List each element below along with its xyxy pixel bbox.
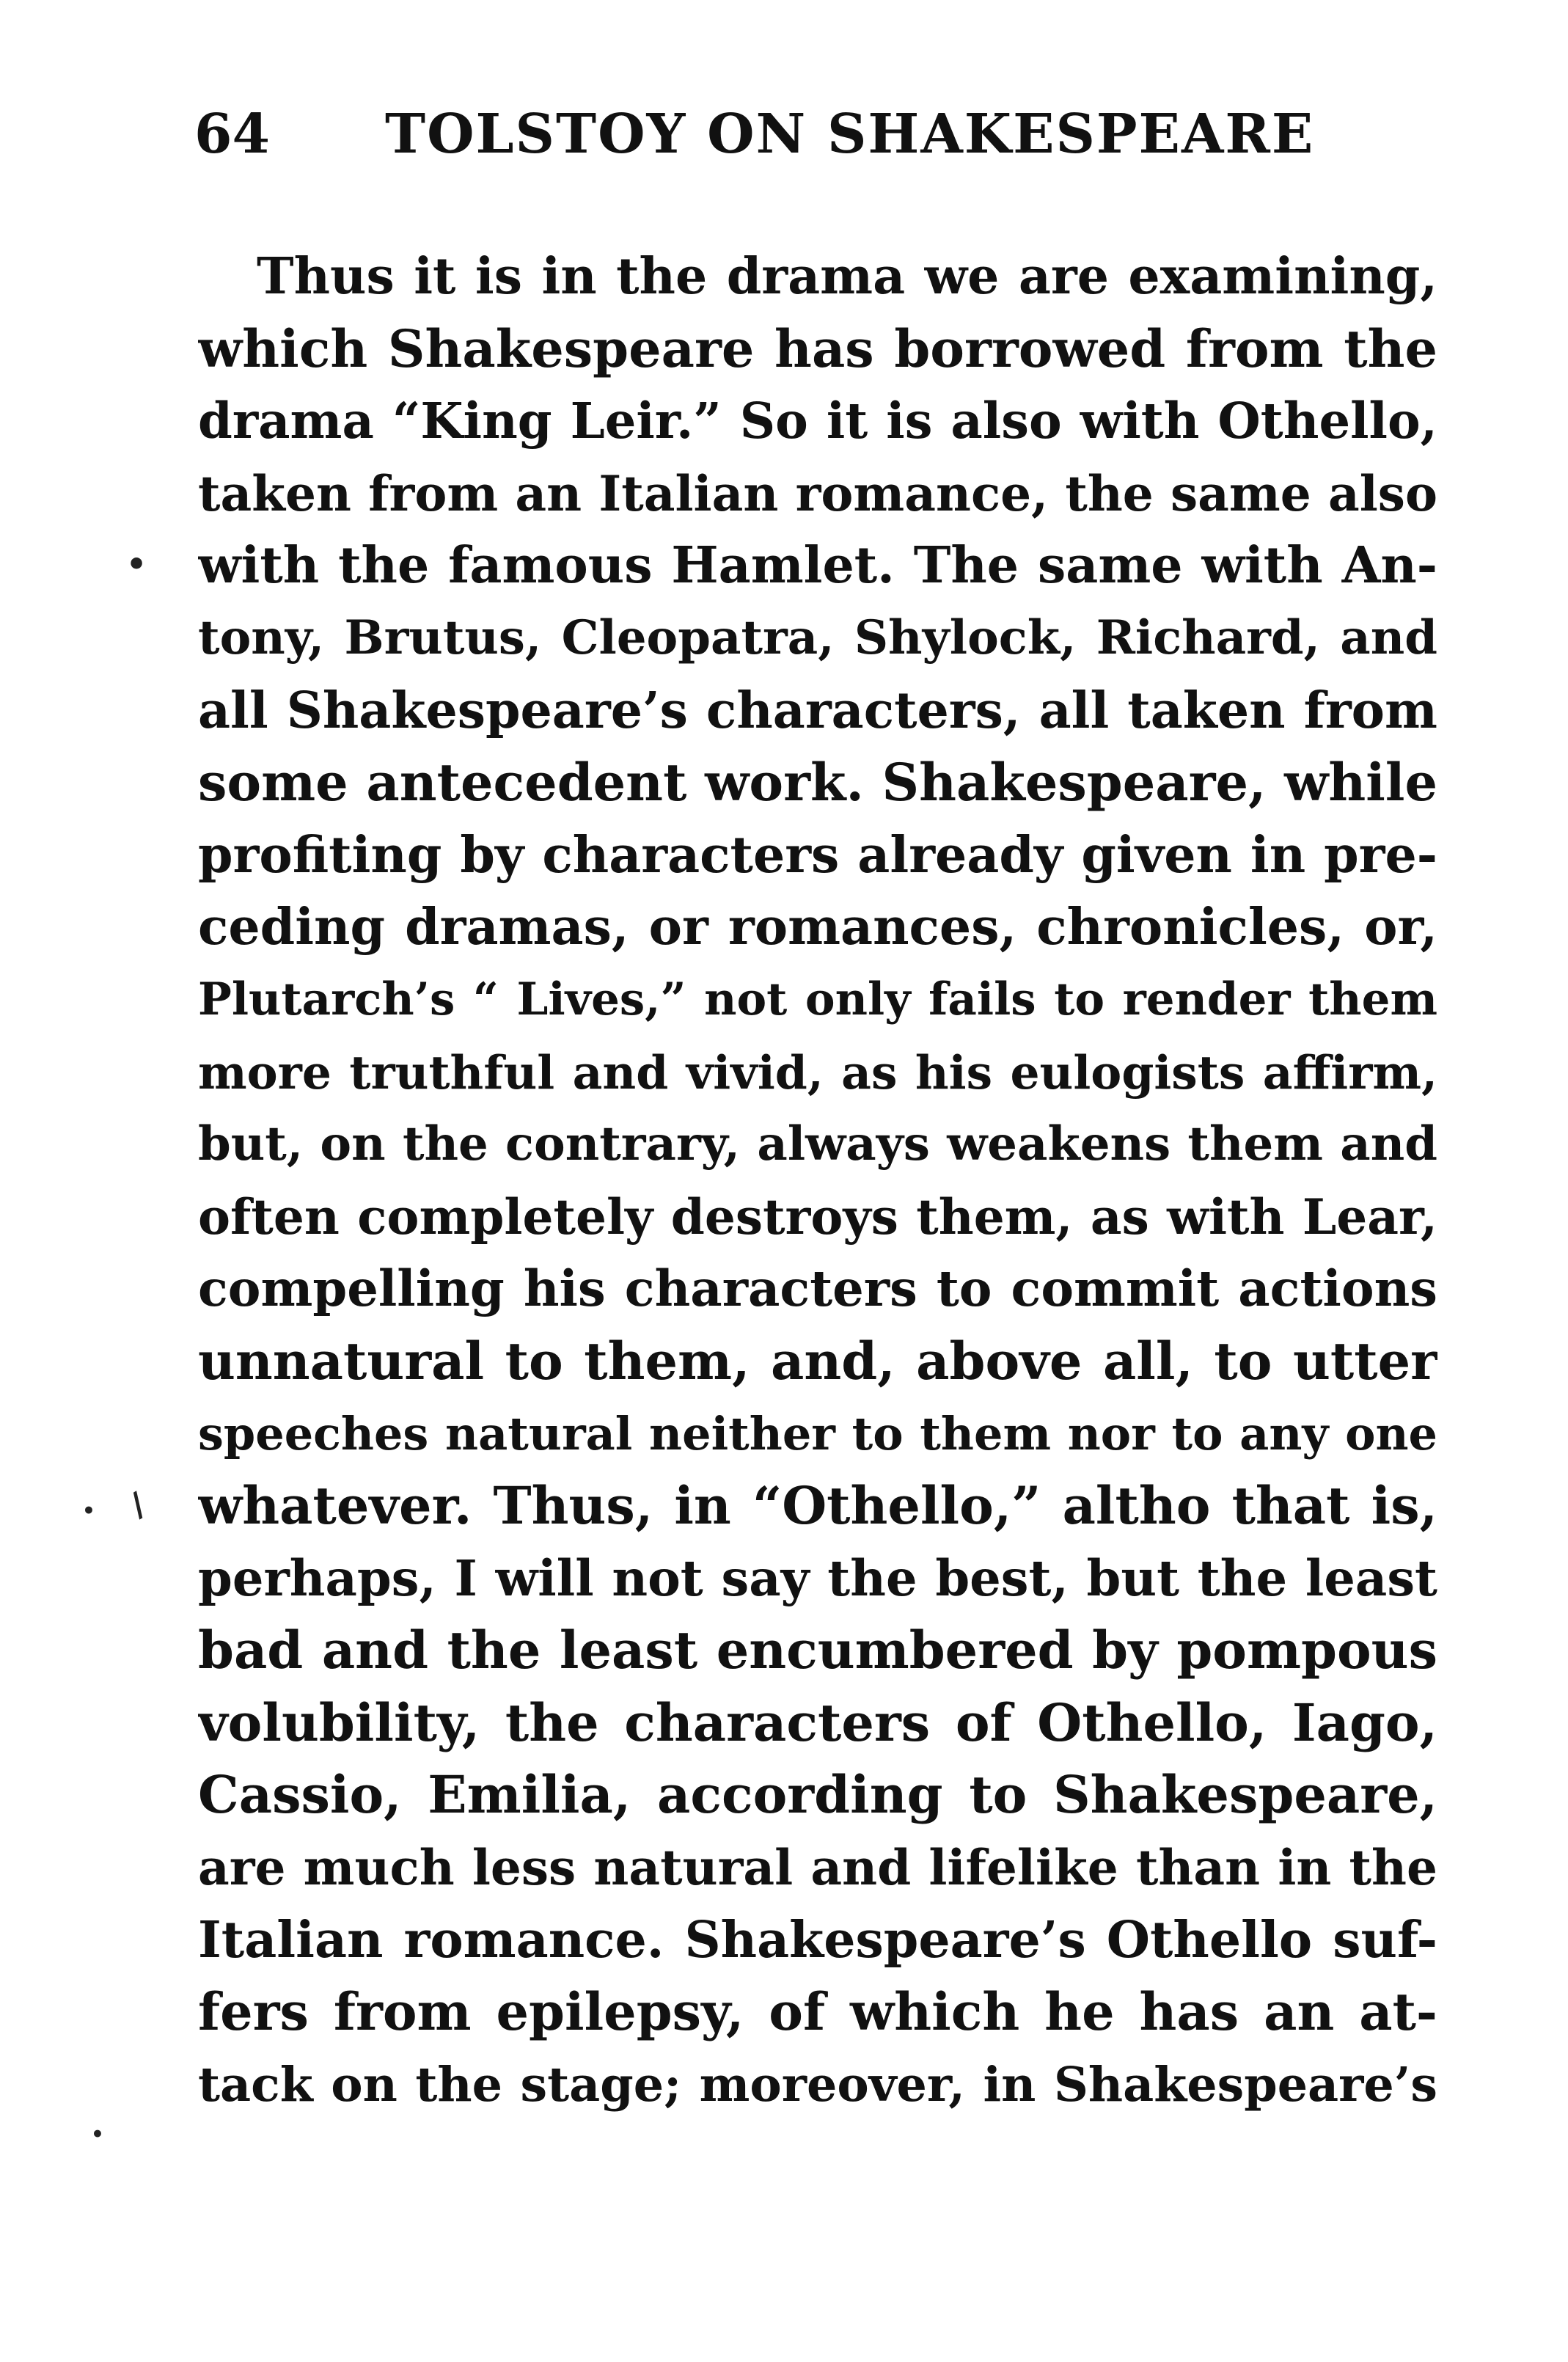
text-line: ceding dramas, or romances, chronicles, or, <box>198 898 1437 957</box>
text-line: with the famous Hamlet. The same with An- <box>198 536 1437 596</box>
text-line: which Shakespeare has borrowed from the <box>198 318 1437 379</box>
text-line: some antecedent work. Shakespeare, while <box>198 752 1437 813</box>
text-line: taken from an Italian romance, the same also <box>198 464 1437 522</box>
margin-speck: • <box>126 546 147 583</box>
text-line: tack on the stage; moreover, in Shakespeare’s <box>198 2056 1437 2113</box>
text-line: compelling his characters to commit actions <box>198 1259 1437 1318</box>
text-line: whatever. Thus, in “Othello,” altho that is, <box>198 1475 1437 1537</box>
running-head <box>194 94 1441 175</box>
text-line: often completely destroys them, as with Lear, <box>198 1188 1437 1246</box>
text-line: all Shakespeare’s characters, all taken from <box>198 681 1437 740</box>
text-line: more truthful and vivid, as his eulogists affirm, <box>198 1045 1437 1100</box>
text-line: Italian romance. Shakespeare’s Othello suf- <box>198 1910 1437 1970</box>
text-line: volubility, the characters of Othello, Iago, <box>198 1692 1437 1753</box>
text-line: tony, Brutus, Cleopatra, Shylock, Richard, and <box>198 610 1437 665</box>
margin-speck: • <box>91 2122 104 2146</box>
page-number: 64 <box>194 103 270 166</box>
text-line: Plutarch’s “ Lives,” not only fails to render them <box>198 973 1437 1025</box>
margin-speck: / <box>123 1485 153 1524</box>
text-line: profiting by characters already given in pre- <box>198 825 1437 885</box>
running-title: TOLSTOY ON SHAKESPEARE <box>385 103 1315 166</box>
text-line: unnatural to them, and, above all, to utter <box>198 1330 1437 1392</box>
text-line: Thus it is in the drama we are examining, <box>257 247 1437 306</box>
body-paragraph <box>198 241 1437 2121</box>
text-line: fers from epilepsy, of which he has an at- <box>198 1981 1437 2043</box>
text-line: drama “King Leir.” So it is also with Othello, <box>198 392 1437 450</box>
text-line: speeches natural neither to them nor to any one <box>198 1406 1437 1460</box>
margin-speck: • <box>82 1499 95 1523</box>
text-line: perhaps, I will not say the best, but the least <box>198 1549 1437 1607</box>
text-line: are much less natural and lifelike than in the <box>198 1839 1437 1897</box>
text-line: bad and the least encumbered by pompous <box>198 1620 1437 1681</box>
text-line: but, on the contrary, always weakens them and <box>198 1116 1437 1172</box>
text-line: Cassio, Emilia, according to Shakespeare, <box>198 1764 1437 1826</box>
